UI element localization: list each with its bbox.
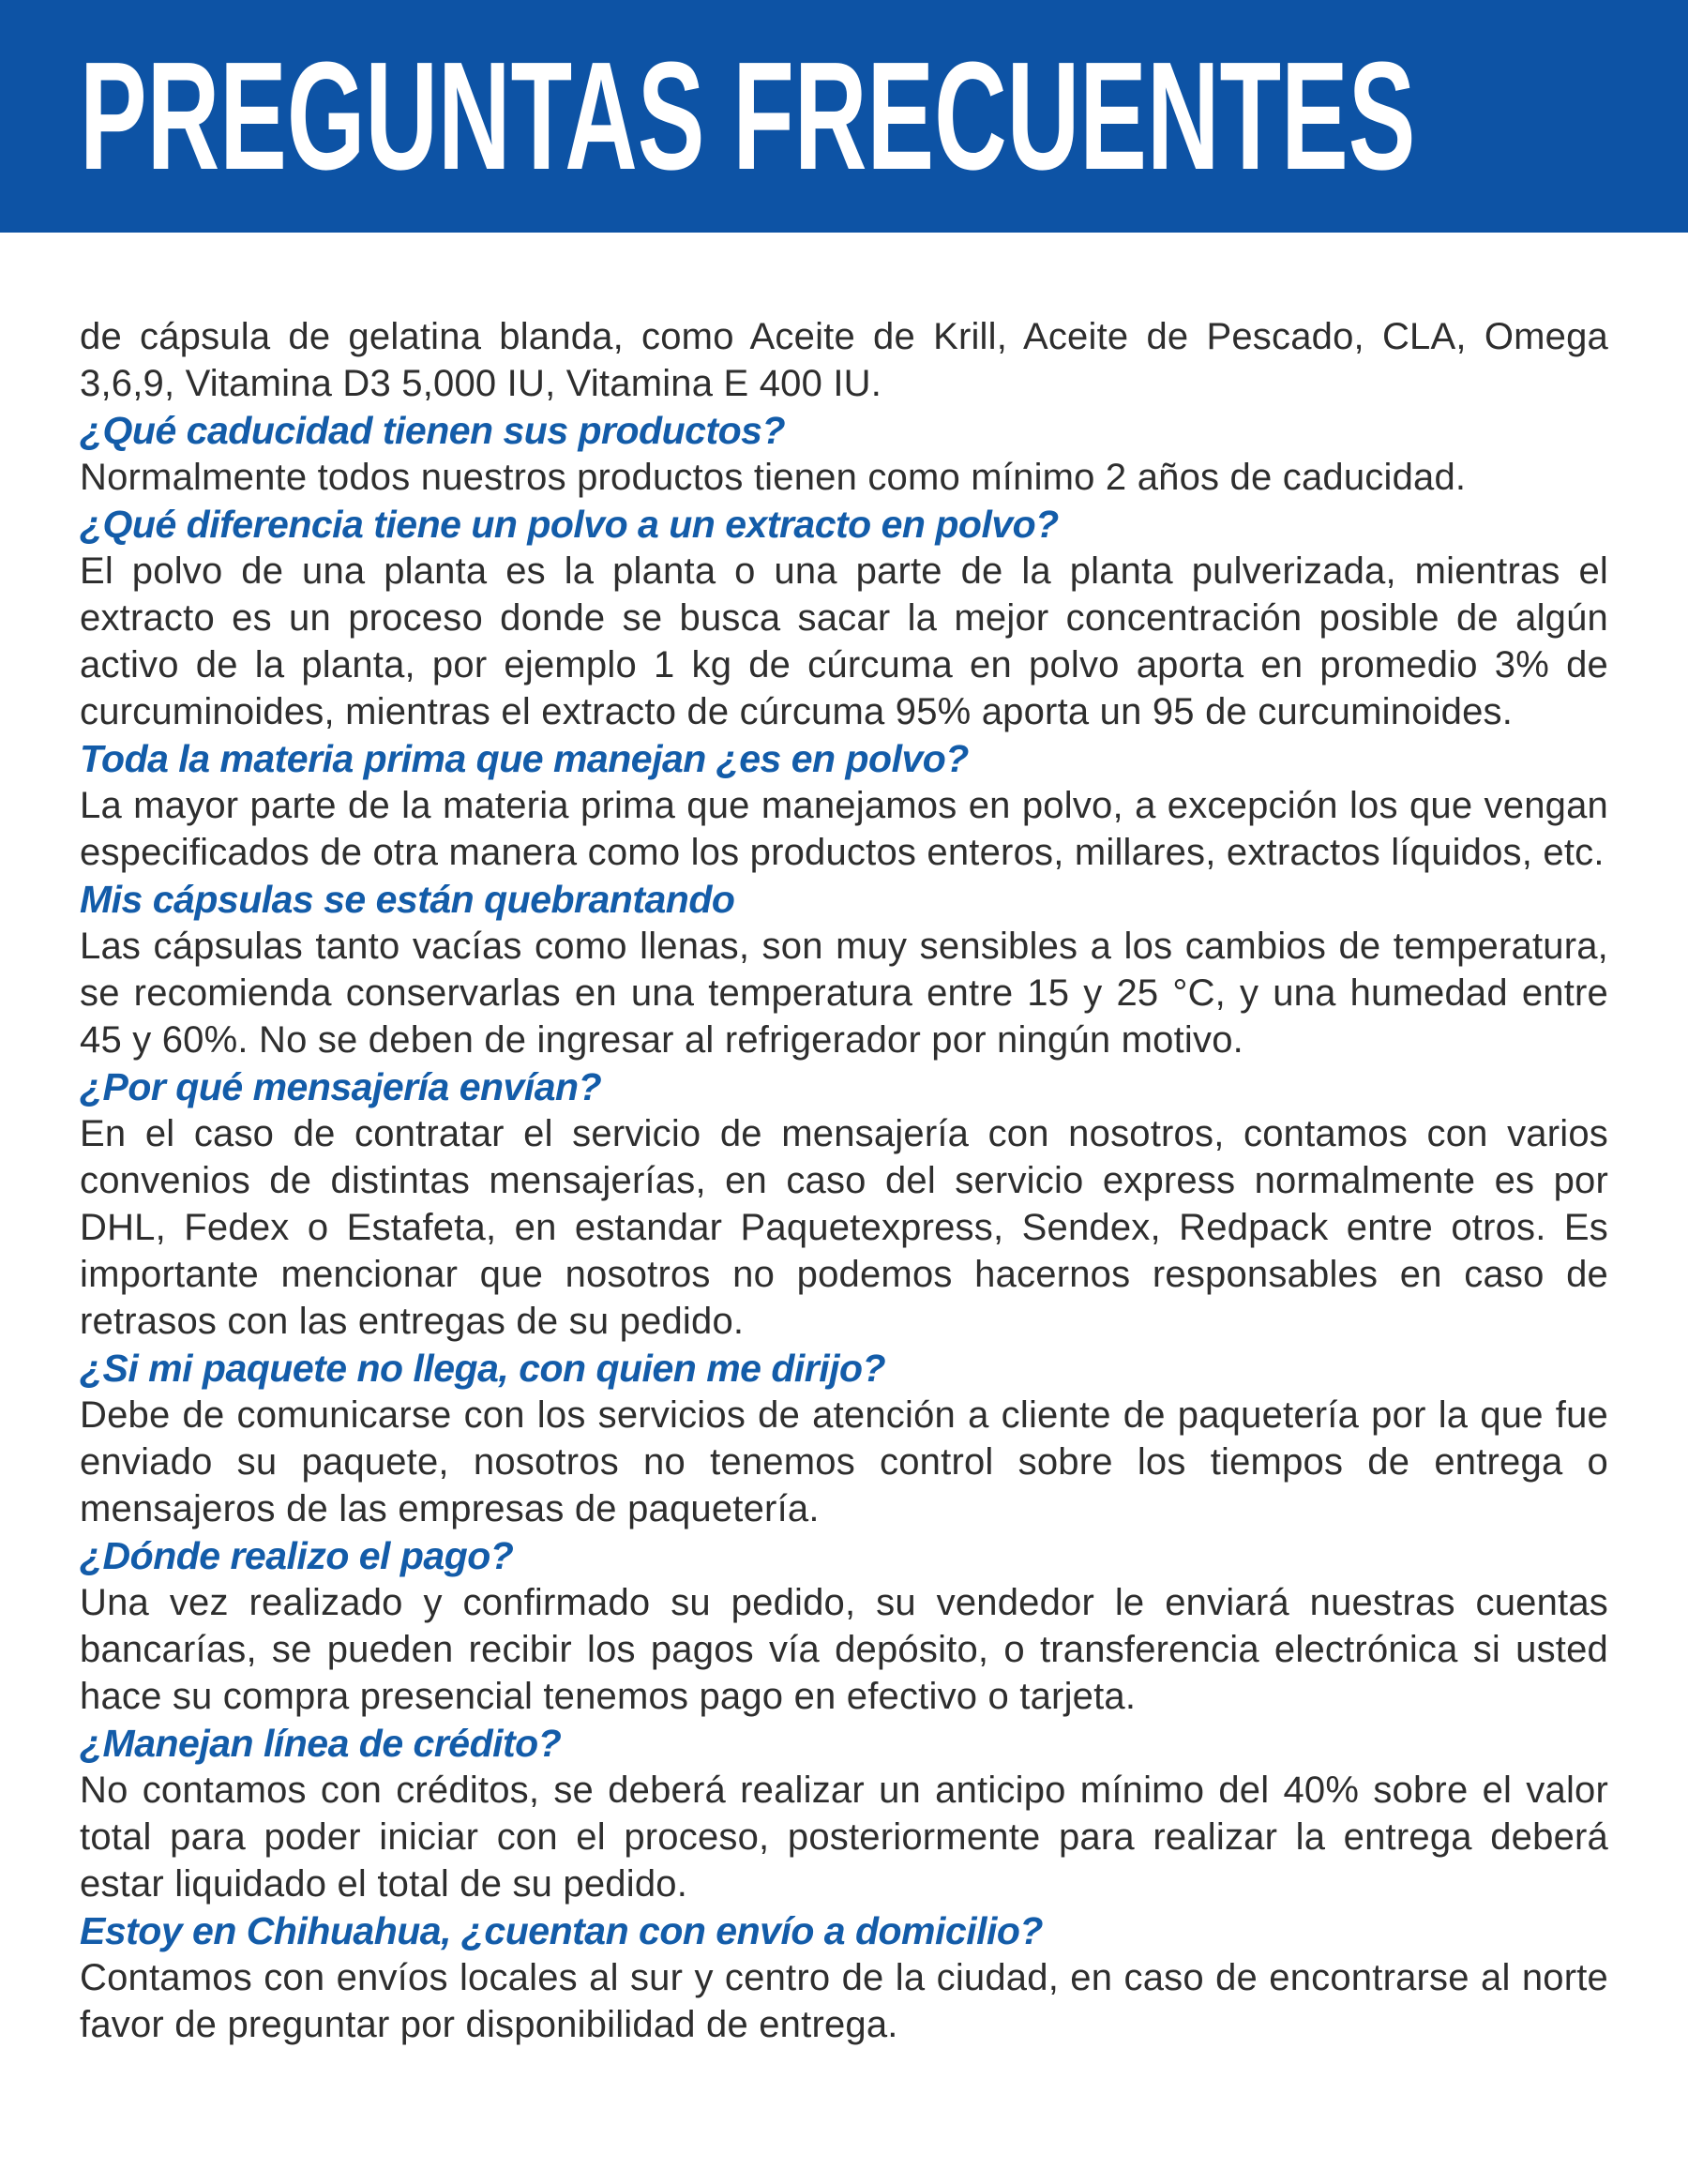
faq-answer: El polvo de una planta es la planta o una parte de la planta pulverizada, mientras el extracto es un proceso donde se busca sacar la mejor concentración posible de algún activo de la planta, por ejemplo 1 kg de cúrcuma en polvo aporta en promedio 3% de curcuminoides, mientras el extracto de cúrcuma 95% aporta un 95 de curcuminoides. (80, 550, 1608, 732)
faq-answer: Normalmente todos nuestros productos tienen como mínimo 2 años de caducidad. (80, 457, 1467, 498)
faq-question: ¿Por qué mensajería envían? (80, 1065, 602, 1108)
page-header-banner (0, 0, 1688, 233)
faq-question: Estoy en Chihuahua, ¿cuentan con envío a domicilio? (80, 1909, 1043, 1952)
faq-question: ¿Qué caducidad tienen sus productos? (80, 409, 785, 452)
faq-item (80, 1907, 1608, 2048)
faq-item (80, 1532, 1608, 1720)
faq-content (0, 233, 1688, 2048)
faq-answer: Contamos con envíos locales al sur y centro de la ciudad, en caso de encontrarse al norte favor de preguntar por disponibilidad de entrega. (80, 1957, 1608, 2045)
faq-question: ¿Manejan línea de crédito? (80, 1722, 562, 1765)
faq-question: ¿Si mi paquete no llega, con quien me dirijo? (80, 1347, 886, 1390)
faq-item (80, 501, 1608, 735)
intro-continuation-text: de cápsula de gelatina blanda, como Aceite de Krill, Aceite de Pescado, CLA, Omega 3,6,9, Vitamina D3 5,000 IU, Vitamina E 400 IU. (80, 316, 1608, 404)
faq-item (80, 1720, 1608, 1907)
faq-question: Mis cápsulas se están quebrantando (80, 878, 735, 921)
faq-item (80, 735, 1608, 876)
faq-item (80, 1063, 1608, 1345)
page-title: PREGUNTAS FRECUENTES (80, 30, 1416, 202)
faq-item (80, 1345, 1608, 1532)
faq-question: ¿Dónde realizo el pago? (80, 1534, 514, 1577)
faq-item (80, 407, 1608, 501)
faq-question: ¿Qué diferencia tiene un polvo a un extracto en polvo? (80, 503, 1059, 546)
faq-answer: Las cápsulas tanto vacías como llenas, son muy sensibles a los cambios de temperatura, se recomienda conservarlas en una temperatura entre 15 y 25 °C, y una humedad entre 45 y 60%. No se deben de ingresar al refrigerador por ningún motivo. (80, 926, 1608, 1061)
faq-answer: Debe de comunicarse con los servicios de atención a cliente de paquetería por la que fue enviado su paquete, nosotros no tenemos control sobre los tiempos de entrega o mensajeros de las empresas de paquetería. (80, 1394, 1608, 1529)
faq-answer: La mayor parte de la materia prima que manejamos en polvo, a excepción los que vengan especificados de otra manera como los productos enteros, millares, extractos líquidos, etc. (80, 785, 1608, 873)
faq-question: Toda la materia prima que manejan ¿es en polvo? (80, 737, 969, 780)
faq-answer: En el caso de contratar el servicio de mensajería con nosotros, contamos con varios convenios de distintas mensajerías, en caso del servicio express normalmente es por DHL, Fedex o Estafeta, en estandar Paquetexpress, Sendex, Redpack entre otros. Es importante mencionar que nosotros no podemos hacernos responsables en caso de retrasos con las entregas de su pedido. (80, 1113, 1608, 1342)
faq-answer: No contamos con créditos, se deberá realizar un anticipo mínimo del 40% sobre el valor total para poder iniciar con el proceso, posteriormente para realizar la entrega deberá estar liquidado el total de su pedido. (80, 1770, 1608, 1905)
faq-item (80, 876, 1608, 1063)
faq-answer: Una vez realizado y confirmado su pedido, su vendedor le enviará nuestras cuentas bancarías, se pueden recibir los pagos vía depósito, o transferencia electrónica si usted hace su compra presencial tenemos pago en efectivo o tarjeta. (80, 1582, 1608, 1717)
